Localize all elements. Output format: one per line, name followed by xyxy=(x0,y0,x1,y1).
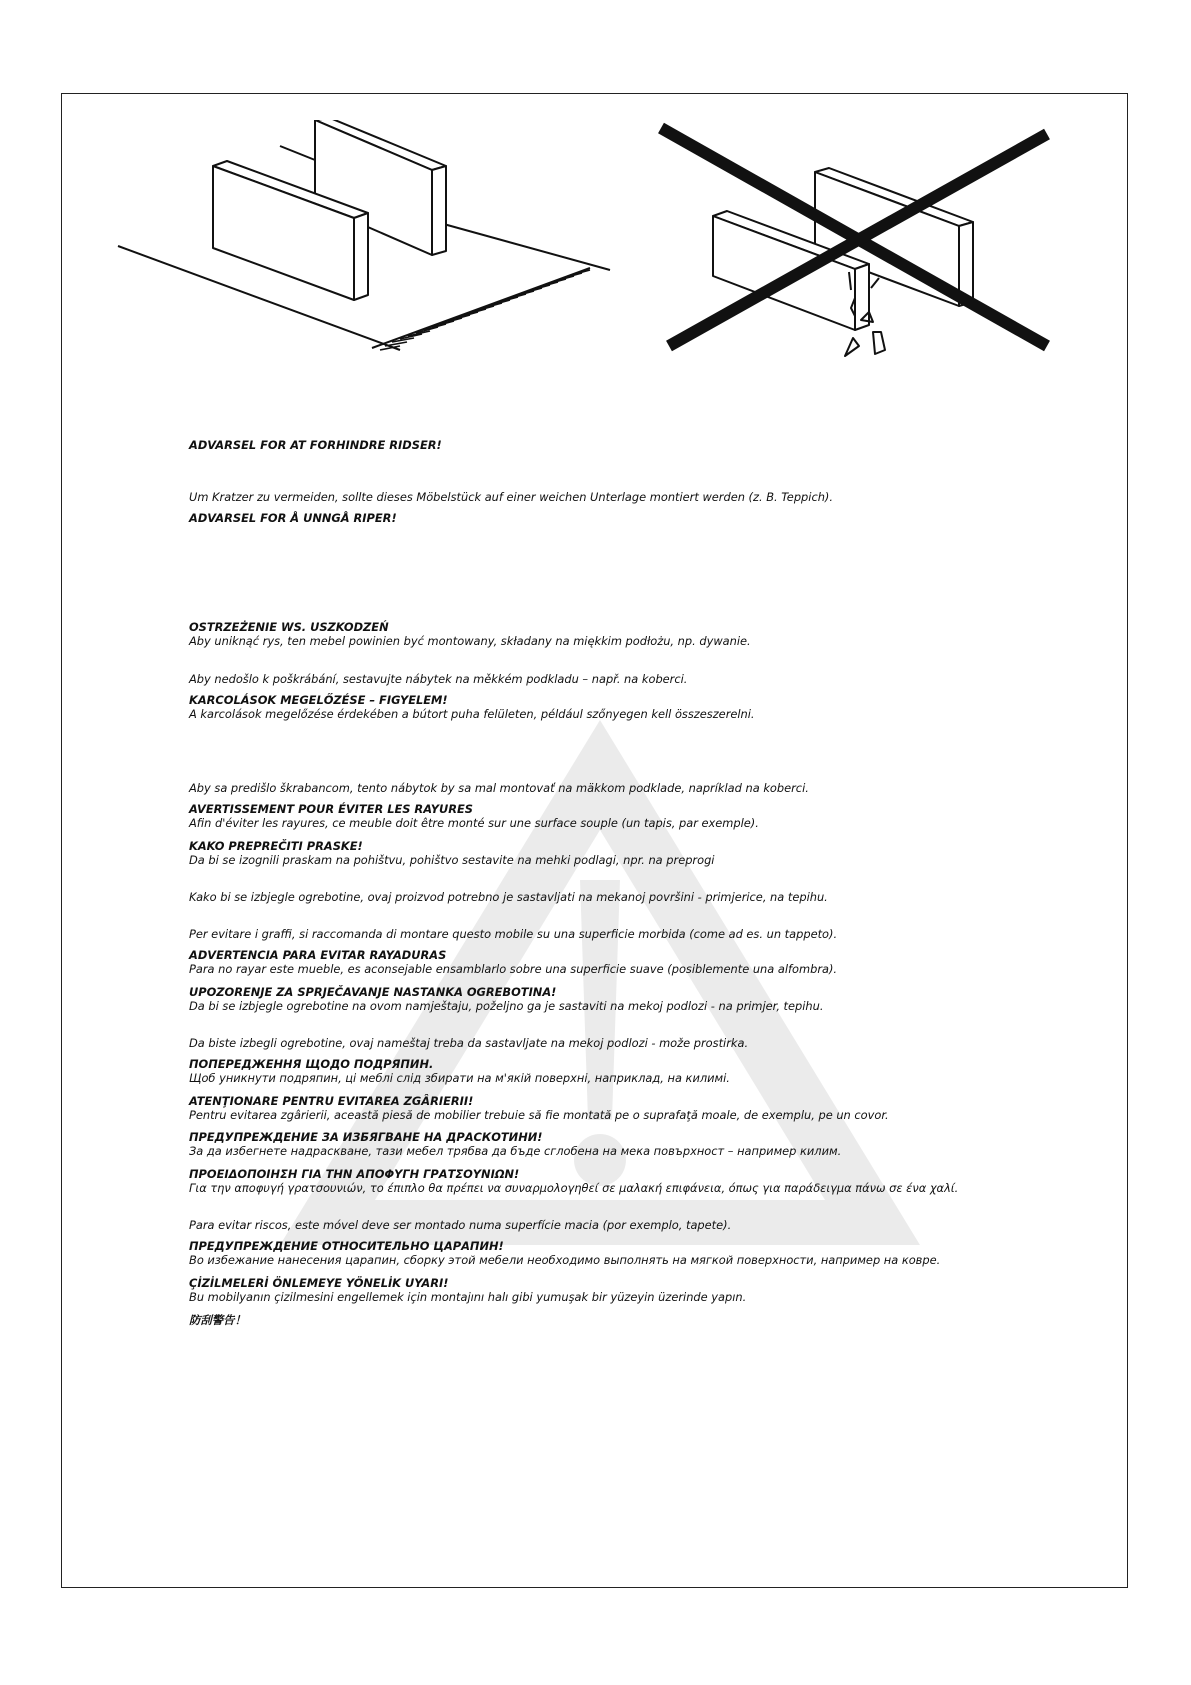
correct-assembly-illustration xyxy=(110,120,630,360)
incorrect-assembly-illustration xyxy=(655,120,1055,370)
warning-el xyxy=(189,1167,958,1195)
warning-heading: KAKO PREPREČITI PRASKE! xyxy=(189,839,363,853)
warning-body: Pentru evitarea zgârierii, această piesă de mobilier trebuie să fie montată pe o suprafaţă moale, de exemplu, pe un covor. xyxy=(189,1108,889,1122)
warning-heading: ADVARSEL FOR AT FORHINDRE RIDSER! xyxy=(189,438,442,452)
warning-uk xyxy=(189,1057,730,1085)
warning-body: Во избежание нанесения царапин, сборку этой мебели необходимо выполнять на мягкой поверхности, например на ковре. xyxy=(189,1253,941,1267)
warning-ru xyxy=(189,1239,940,1267)
warning-heading: ПРЕДУПРЕЖДЕНИЕ ЗА ИЗБЯГВАНЕ НА ДРАСКОТИНИ! xyxy=(189,1130,543,1144)
warning-body: Um Kratzer zu vermeiden, sollte dieses Möbelstück auf einer weichen Unterlage montiert werden (z. B. Teppich). xyxy=(189,490,833,504)
warning-it xyxy=(189,927,837,941)
warning-sr xyxy=(189,1036,748,1050)
warning-body: Щоб уникнути подряпин, ці меблі слід збирати на м'якій поверхні, наприклад, на килимі. xyxy=(189,1071,730,1085)
warning-de xyxy=(189,490,833,504)
warning-body: Aby uniknąć rys, ten mebel powinien być montowany, składany na miękkim podłożu, np. dywanie. xyxy=(189,634,751,648)
warning-heading: ADVERTENCIA PARA EVITAR RAYADURAS xyxy=(189,948,447,962)
warning-heading: ПРЕДУПРЕЖДЕНИЕ ОТНОСИТЕЛЬНО ЦАРАПИН! xyxy=(189,1239,504,1253)
warning-body: Aby sa predišlo škrabancom, tento nábytok by sa mal montovať na mäkkom podklade, napríklad na koberci. xyxy=(189,781,809,795)
warning-no xyxy=(189,511,397,525)
warning-fr xyxy=(189,802,759,830)
warning-body: Aby nedošlo k poškrábání, sestavujte nábytek na měkkém podkladu – např. na koberci. xyxy=(189,672,688,686)
warning-es xyxy=(189,948,837,976)
warning-hu xyxy=(189,693,755,721)
warning-body: За да избегнете надраскване, тази мебел трябва да бъде сглобена на мека повърхност – например килим. xyxy=(189,1144,842,1158)
warning-body: A karcolások megelőzése érdekében a bútort puha felületen, például szőnyegen kell összeszerelni. xyxy=(189,707,755,721)
warning-zh xyxy=(189,1313,246,1327)
warning-hr xyxy=(189,890,828,904)
warning-body: Da bi se izbjegle ogrebotine na ovom namještaju, poželjno ga je sastaviti na mekoj podlozi - na primjer, tepihu. xyxy=(189,999,824,1013)
warning-sl xyxy=(189,839,714,867)
warning-body: Για την αποφυγή γρατσουνιών, το έπιπλο θα πρέπει να συναρμολογηθεί σε μαλακή επιφάνεια, όπως για παράδειγμα πάνω σε ένα χαλί. xyxy=(189,1181,959,1195)
warning-ro xyxy=(189,1094,889,1122)
warning-heading: 防刮警告！ xyxy=(189,1313,246,1327)
warning-pl xyxy=(189,620,751,648)
warning-heading: ÇİZİLMELERİ ÖNLEMEYE YÖNELİK UYARI! xyxy=(189,1276,449,1290)
warning-heading: ПОПЕРЕДЖЕННЯ ЩОДО ПОДРЯПИН. xyxy=(189,1057,434,1071)
warning-body: Da bi se izognili praskam na pohištvu, pohištvo sestavite na mehki podlagi, npr. na preprogi xyxy=(189,853,715,867)
warning-body: Para no rayar este mueble, es aconsejable ensamblarlo sobre una superficie suave (posiblemente una alfombra). xyxy=(189,962,838,976)
warning-heading: ATENŢIONARE PENTRU EVITAREA ZGÂRIERII! xyxy=(189,1094,474,1108)
warning-bs xyxy=(189,985,824,1013)
warning-body: Para evitar riscos, este móvel deve ser montado numa superfície macia (por exemplo, tapete). xyxy=(189,1218,732,1232)
warning-tr xyxy=(189,1276,746,1304)
warning-sk xyxy=(189,781,809,795)
warning-heading: UPOZORENJE ZA SPRJEČAVANJE NASTANKA OGREBOTINA! xyxy=(189,985,557,999)
warning-body: Afin d'éviter les rayures, ce meuble doit être monté sur une surface souple (un tapis, par exemple). xyxy=(189,816,759,830)
warning-pt xyxy=(189,1218,731,1232)
warning-heading: OSTRZEŻENIE WS. USZKODZEŃ xyxy=(189,620,389,634)
warning-heading: ΠΡΟΕΙΔΟΠΟΙΗΣΗ ΓΙΑ ΤΗΝ ΑΠΟΦΥΓΗ ΓΡΑΤΣΟΥΝΙΩΝ! xyxy=(189,1167,520,1181)
warning-body: Da biste izbegli ogrebotine, ovaj nameštaj treba da sastavljate na mekoj podlozi - može prostirka. xyxy=(189,1036,749,1050)
warning-body: Bu mobilyanın çizilmesini engellemek için montajını halı gibi yumuşak bir yüzeyin üzerinde yapın. xyxy=(189,1290,747,1304)
warning-heading: ADVARSEL FOR Å UNNGÅ RIPER! xyxy=(189,511,397,525)
warning-cs xyxy=(189,672,687,686)
warning-body: Kako bi se izbjegle ogrebotine, ovaj proizvod potrebno je sastavljati na mekanoj površini - primjerice, na tepihu. xyxy=(189,890,828,904)
warning-heading: AVERTISSEMENT POUR ÉVITER LES RAYURES xyxy=(189,802,473,816)
warning-body: Per evitare i graffi, si raccomanda di montare questo mobile su una superficie morbida (come ad es. un tappeto). xyxy=(189,927,838,941)
warning-da xyxy=(189,438,442,452)
warning-bg xyxy=(189,1130,841,1158)
warning-heading: KARCOLÁSOK MEGELŐZÉSE – FIGYELEM! xyxy=(189,693,448,707)
